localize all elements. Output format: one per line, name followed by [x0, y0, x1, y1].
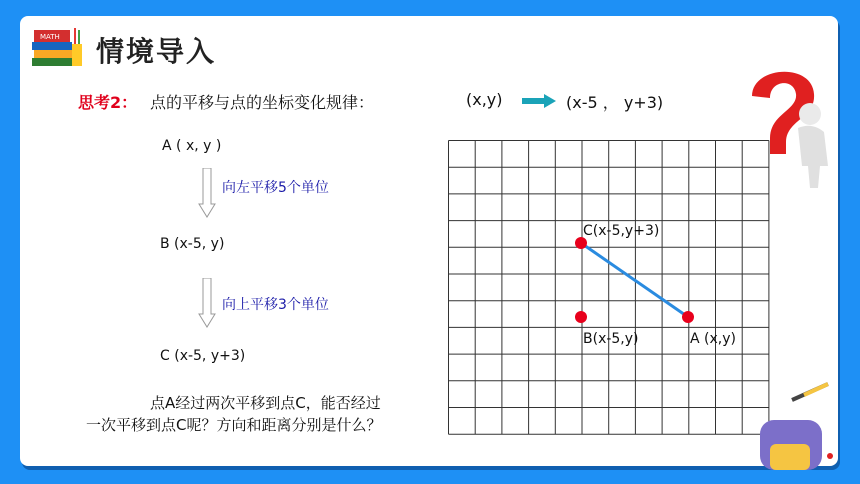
- step-b: B (x-5, y): [160, 236, 225, 252]
- label-b: B(x-5,y): [583, 331, 639, 347]
- arrow-down-icon: [198, 278, 216, 328]
- question-from: (x,y): [466, 90, 503, 109]
- arrow-down-icon: [198, 168, 216, 218]
- question-text: 点的平移与点的坐标变化规律：: [150, 93, 375, 112]
- step-c: C (x-5, y+3): [160, 348, 246, 364]
- books-label: MATH: [40, 33, 60, 41]
- label-c: C(x-5,y+3): [583, 223, 660, 239]
- move-left-text: 向左平移5个单位: [222, 180, 329, 196]
- grid-lines: [449, 141, 769, 435]
- question-to: (x-5 ， y+3): [566, 93, 664, 112]
- point-a: [682, 311, 694, 323]
- ask-line-2: 一次平移到点C呢？方向和距离分别是什么？: [86, 416, 382, 434]
- label-a: A (x,y): [690, 331, 736, 347]
- page-title: 情境导入: [96, 35, 217, 68]
- step-a: A ( x, y ): [162, 138, 222, 154]
- question-mark-icon: [738, 58, 838, 198]
- move-up-text: 向上平移3个单位: [222, 297, 329, 313]
- ask-line-1: 点A经过两次平移到点C，能否经过: [150, 394, 381, 412]
- arrow-right-icon: [522, 94, 556, 108]
- question-label: 思考2：: [78, 93, 138, 112]
- point-b: [575, 311, 587, 323]
- translation-segment: [581, 243, 688, 317]
- coordinate-grid: [448, 140, 770, 446]
- books-icon: [30, 24, 86, 70]
- backpack-icon: [752, 380, 836, 470]
